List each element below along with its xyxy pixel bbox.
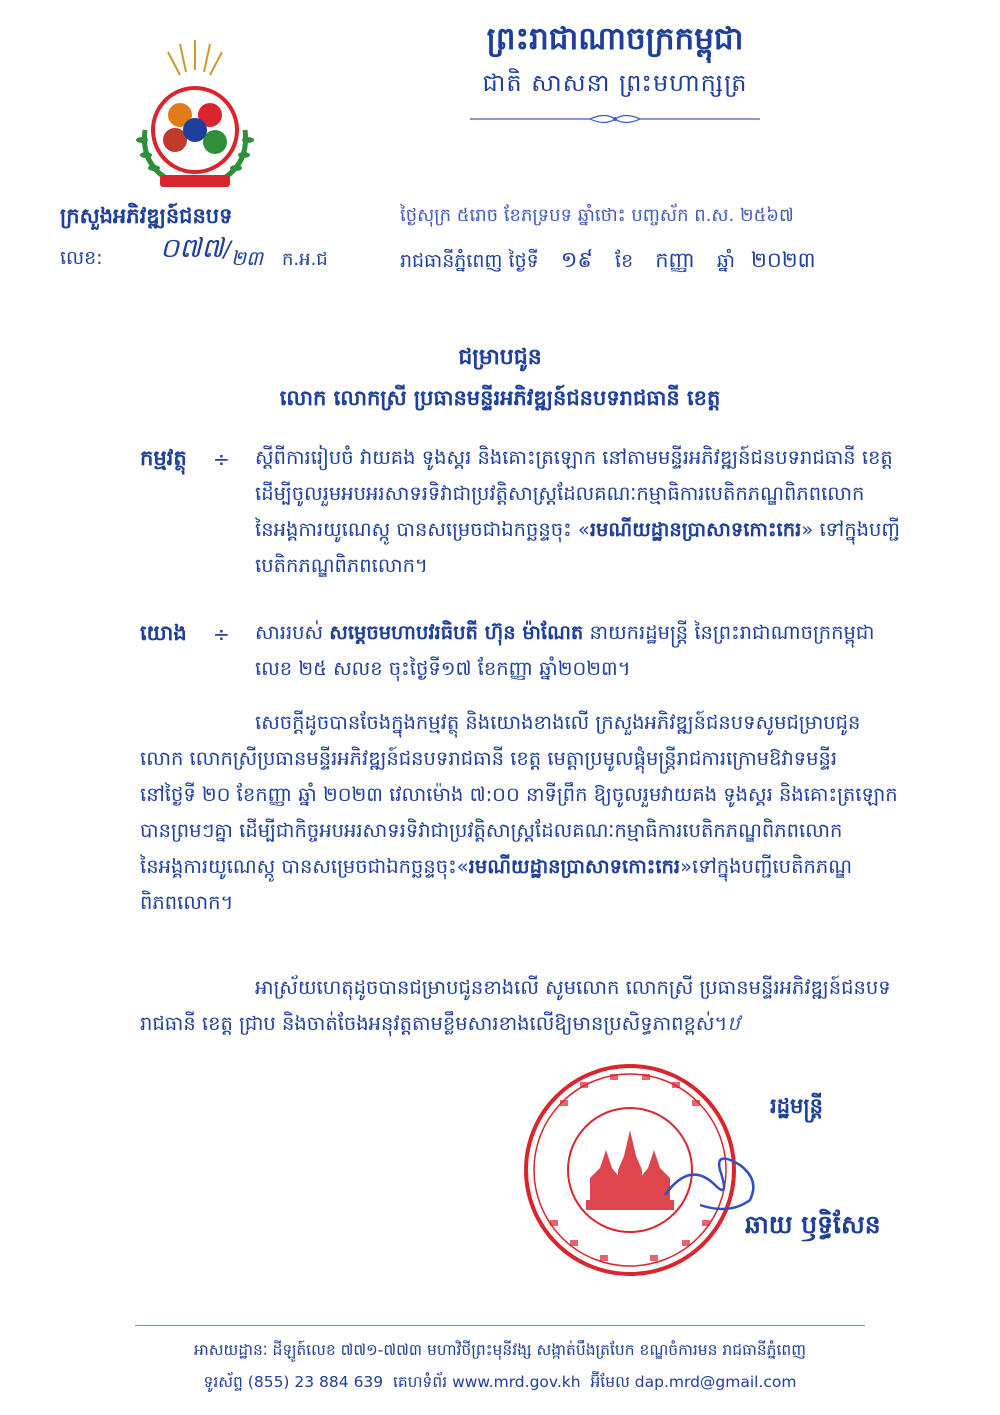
reference-number: ០៧៧$/_{២៣}$ xyxy=(160,233,264,270)
footer-divider xyxy=(135,1325,865,1326)
subject-text xyxy=(255,440,955,584)
ministry-logo xyxy=(120,30,270,200)
date-month: កញ្ញា xyxy=(655,248,695,272)
subject-line-1: ស្តីពីការរៀបចំ វាយគង ទូងស្គរ និងគោះត្រឡោក នៅតាមមន្ទីរអភិវឌ្ឍន៍ជនបទរាជធានី ខេត្ត xyxy=(255,446,893,469)
footer-address: អាសយដ្ឋានៈ ដីឡូត៍លេខ ៧៧១-៧៧៣ មហាវិថីព្រះមុនីវង្ស សង្កាត់បឹងត្របែក ខណ្ឌចំការមន រាជធានីភ្នំពេញ xyxy=(193,1341,807,1359)
subject-line-3 xyxy=(255,512,955,548)
subject-line-4: បេតិកភណ្ឌពិភពលោក។ xyxy=(255,554,428,577)
email-label: អ៊ីមែល xyxy=(590,1373,630,1391)
ministry-name: ក្រសួងអភិវឌ្ឍន៍ជនបទ xyxy=(60,204,233,228)
p1-line-4: បានព្រមៗគ្នា ដើម្បីជាកិច្ចអបអរសាទរទិវាជាប្រវត្តិសាស្ត្រដែលគណៈកម្មាធិការបេតិកភណ្ឌពិភពលោក xyxy=(140,819,843,842)
reference-prefix: សាររបស់ xyxy=(255,621,324,644)
handwritten-initial: ឋ xyxy=(727,1012,740,1035)
website-link[interactable]: www.mrd.gov.kh xyxy=(452,1373,581,1391)
subject-line-3a: នៃអង្គការយូណេស្កូ បានសម្រេចជាឯកច្ឆន្ទចុះ « xyxy=(255,518,590,541)
reference-colon: ÷ xyxy=(213,622,230,646)
reference-line-1 xyxy=(255,615,955,651)
phone-label: ទូរស័ព្ទ xyxy=(203,1373,243,1391)
kingdom-title: ព្រះរាជាណាចក្រកម្ពុជា xyxy=(486,21,744,57)
ref-number: ០៧៧ xyxy=(160,233,224,264)
p1-line-5c: »ទៅក្នុងបញ្ជីបេតិកភណ្ឌ xyxy=(680,855,853,878)
heritage-site-name-2: រមណីយដ្ឋានប្រាសាទកោះកេរ xyxy=(468,855,681,878)
phone-number: (855) 23 884 639 xyxy=(247,1373,384,1391)
minister-name: ឆាយ ឫទ្ធិសែន xyxy=(745,1210,881,1239)
footer-contacts xyxy=(0,1372,1000,1395)
handwritten-signature xyxy=(660,1140,770,1220)
date-prefix: រាជធានីភ្នំពេញ ថ្ងៃទី xyxy=(400,250,539,272)
reference-text xyxy=(255,615,955,687)
subject-colon: ÷ xyxy=(213,447,230,471)
date-year: ២០២៣ xyxy=(750,248,816,272)
p1-line-1: សេចក្តីដូចបានចែងក្នុងកម្មវត្ថុ និងយោងខាងលើ ក្រសួងអភិវឌ្ឍន៍ជនបទសូមជម្រាបជូន xyxy=(255,711,861,734)
ref-label: លេខ: xyxy=(60,247,103,269)
prime-minister-name: សម្តេចមហាបវរធិបតី ហ៊ុន ម៉ាណែត xyxy=(329,621,584,644)
heritage-site-name: រមណីយដ្ឋានប្រាសាទកោះកេរ xyxy=(589,518,802,541)
subject-label: កម្មវត្ថុ xyxy=(140,446,187,470)
body-paragraph-1 xyxy=(140,705,960,921)
minister-title: រដ្ឋមន្ត្រី xyxy=(770,1094,823,1118)
p2-line-2-text: រាជធានី ខេត្ត ជ្រាប និងចាត់ចែងអនុវត្តតាមខ្លឹមសារខាងលើឱ្យមានប្រសិទ្ធភាពខ្ពស់។ xyxy=(140,1012,728,1035)
reference-label xyxy=(60,246,103,274)
subject-line-2: ដើម្បីចូលរួមអបអរសាទរទិវាជាប្រវត្តិសាស្ត្រដែលគណៈកម្មាធិការបេតិកភណ្ឌពិភពលោក xyxy=(255,482,865,505)
p1-line-6: ពិភពលោក។ xyxy=(140,891,234,914)
email-link[interactable]: dap.mrd@gmail.com xyxy=(634,1373,797,1391)
p1-line-5a: នៃអង្គការយូណេស្កូ បានសម្រេចជាឯកច្ឆន្ទចុះ« xyxy=(140,855,469,878)
p2-line-2 xyxy=(140,1006,960,1042)
p1-line-5 xyxy=(140,849,960,885)
body-paragraph-2 xyxy=(140,970,960,1042)
civil-date xyxy=(400,246,970,278)
ref-year: ២៣ xyxy=(230,246,264,270)
web-label: គេហទំព័រ xyxy=(393,1373,448,1391)
reference-section-label: យោង xyxy=(140,621,187,645)
reference-suffix: ក.អ.ជ xyxy=(282,249,328,270)
date-year-label: ឆ្នាំ xyxy=(716,250,735,272)
p1-line-2: លោក លោកស្រីប្រធានមន្ទីរអភិវឌ្ឍន៍ជនបទរាជធានី ខេត្ត មេត្តាប្រមូលផ្តុំមន្ត្រីរាជការក្រោមឱវាទមន្ទីរ xyxy=(140,747,838,770)
subject-line-3c: » ទៅក្នុងបញ្ជី xyxy=(801,518,900,541)
date-day: ១៩ xyxy=(560,248,593,273)
p2-line-1: អាស្រ័យហេតុដូចបានជម្រាបជូនខាងលើ សូមលោក លោកស្រី ប្រធានមន្ទីរអភិវឌ្ឍន៍ជនបទ xyxy=(255,976,891,999)
p1-line-3: នៅថ្ងៃទី ២០ ខែកញ្ញា ឆ្នាំ ២០២៣ វេលាម៉ោង ៧:០០ នាទីព្រឹក ឱ្យចូលរួមវាយគង ទូងស្គរ និងគោះត្រឡោក xyxy=(140,783,898,806)
header-ornament xyxy=(470,112,760,126)
date-month-label: ខែ xyxy=(615,250,634,272)
recipient-line: លោក លោកស្រី ប្រធានមន្ទីរអភិវឌ្ឍន៍ជនបទរាជធានី ខេត្ត xyxy=(279,386,721,410)
national-motto: ជាតិ សាសនា ព្រះមហាក្សត្រ xyxy=(482,69,748,97)
reference-line-2: លេខ ២៥ សលខ ចុះថ្ងៃទី១៧ ខែកញ្ញា ឆ្នាំ២០២៣។ xyxy=(255,657,631,680)
reference-suffix-text: នាយករដ្ឋមន្ត្រី នៃព្រះរាជាណាចក្រកម្ពុជា xyxy=(589,621,875,644)
lunar-date: ថ្ងៃសុក្រ ៥រោច ខែភទ្របទ ឆ្នាំថោះ បញ្ចស័ក ព.ស. ២៥៦៧ xyxy=(400,205,794,226)
recipient-title: ជម្រាបជូន xyxy=(458,345,542,370)
